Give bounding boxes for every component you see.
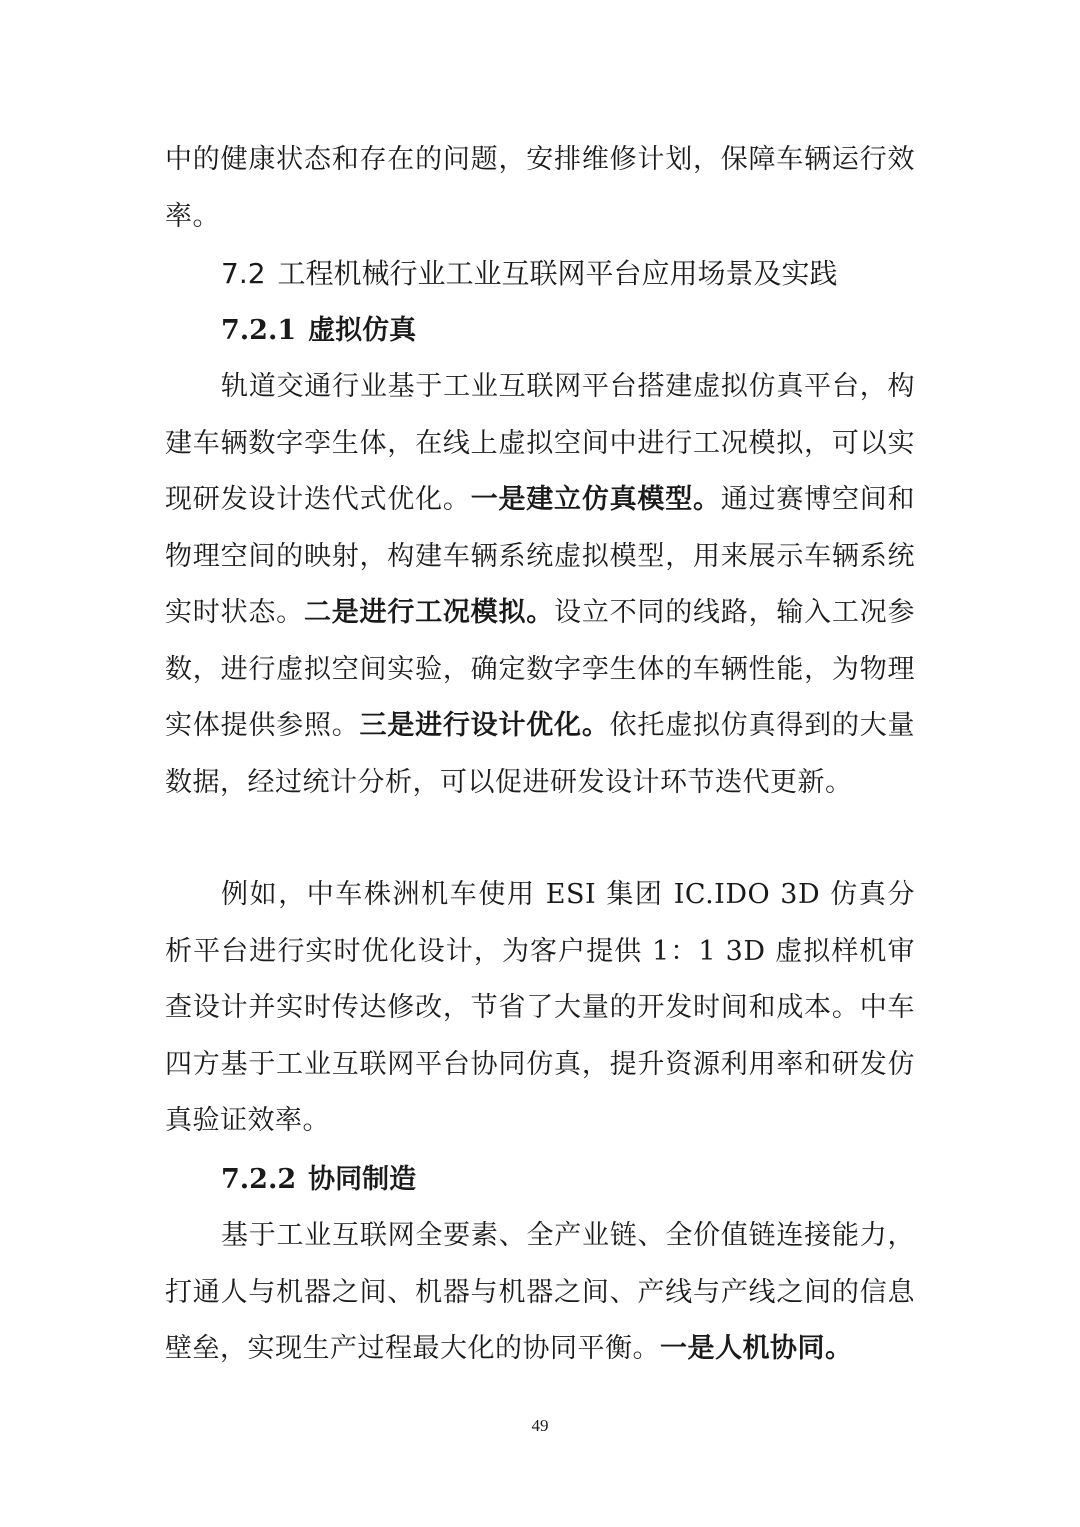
page-number: 49 bbox=[531, 1416, 549, 1435]
section-heading-7-2 bbox=[165, 254, 915, 294]
paragraph-intro: 基于工业互联网全要素、全产业链、全价值链连接能力，打通人与机器之间、机器与机器之间、产线与产线之间的信息壁垒，实现生产过程最大化的协同平衡。 bbox=[165, 1220, 915, 1364]
subsection-title: 协同制造 bbox=[308, 1164, 417, 1195]
continuation-paragraph bbox=[165, 132, 915, 245]
subsection-heading-7-2-1 bbox=[165, 311, 915, 351]
point-three-heading: 三是进行设计优化。 bbox=[359, 710, 610, 741]
point-two-text: 设立不同的线路，输入工况参数，进行虚拟空间实验，确定数字孪生体的车辆性能，为物理实体提供参照。 bbox=[165, 597, 916, 741]
point-one-heading: 一是建立仿真模型。 bbox=[470, 484, 721, 515]
example-paragraph bbox=[165, 867, 915, 1150]
subsection-title: 虚拟仿真 bbox=[308, 315, 417, 346]
point-three-text: 依托虚拟仿真得到的大量数据，经过统计分析，可以促进研发设计环节迭代更新。 bbox=[165, 710, 916, 798]
continuation-text: 中的健康状态和存在的问题，安排维修计划，保障车辆运行效率。 bbox=[165, 144, 915, 232]
subsection-number: 7.2.2 bbox=[221, 1164, 297, 1195]
point-one-heading: 一是人机协同。 bbox=[660, 1333, 853, 1364]
subsection-number: 7.2.1 bbox=[221, 315, 297, 346]
section-number: 7.2 bbox=[221, 257, 266, 290]
example-text: 例如，中车株洲机车使用 ESI 集团 IC.IDO 3D 仿真分析平台进行实时优化设计，为客户提供 1：1 3D 虚拟样机审查设计并实时传达修改，节省了大量的开发时间和成本。中车四方基于工业互联网平台协同仿真，提升资源利用率和研发仿真验证效率。 bbox=[165, 879, 915, 1136]
point-one-text: 通过赛博空间和物理空间的映射，构建车辆系统虚拟模型，用来展示车辆系统实时状态。 bbox=[165, 484, 916, 628]
paragraph-intro: 轨道交通行业基于工业互联网平台搭建虚拟仿真平台，构建车辆数字孪生体，在线上虚拟空间中进行工况模拟，可以实现研发设计迭代式优化。 bbox=[165, 371, 915, 515]
subsection-heading-7-2-2 bbox=[165, 1160, 915, 1200]
section-title: 工程机械行业工业互联网平台应用场景及实践 bbox=[277, 257, 838, 290]
point-two-heading: 二是进行工况模拟。 bbox=[303, 597, 555, 628]
collaborative-manufacturing-paragraph bbox=[165, 1208, 915, 1378]
virtual-simulation-paragraph bbox=[165, 359, 915, 811]
